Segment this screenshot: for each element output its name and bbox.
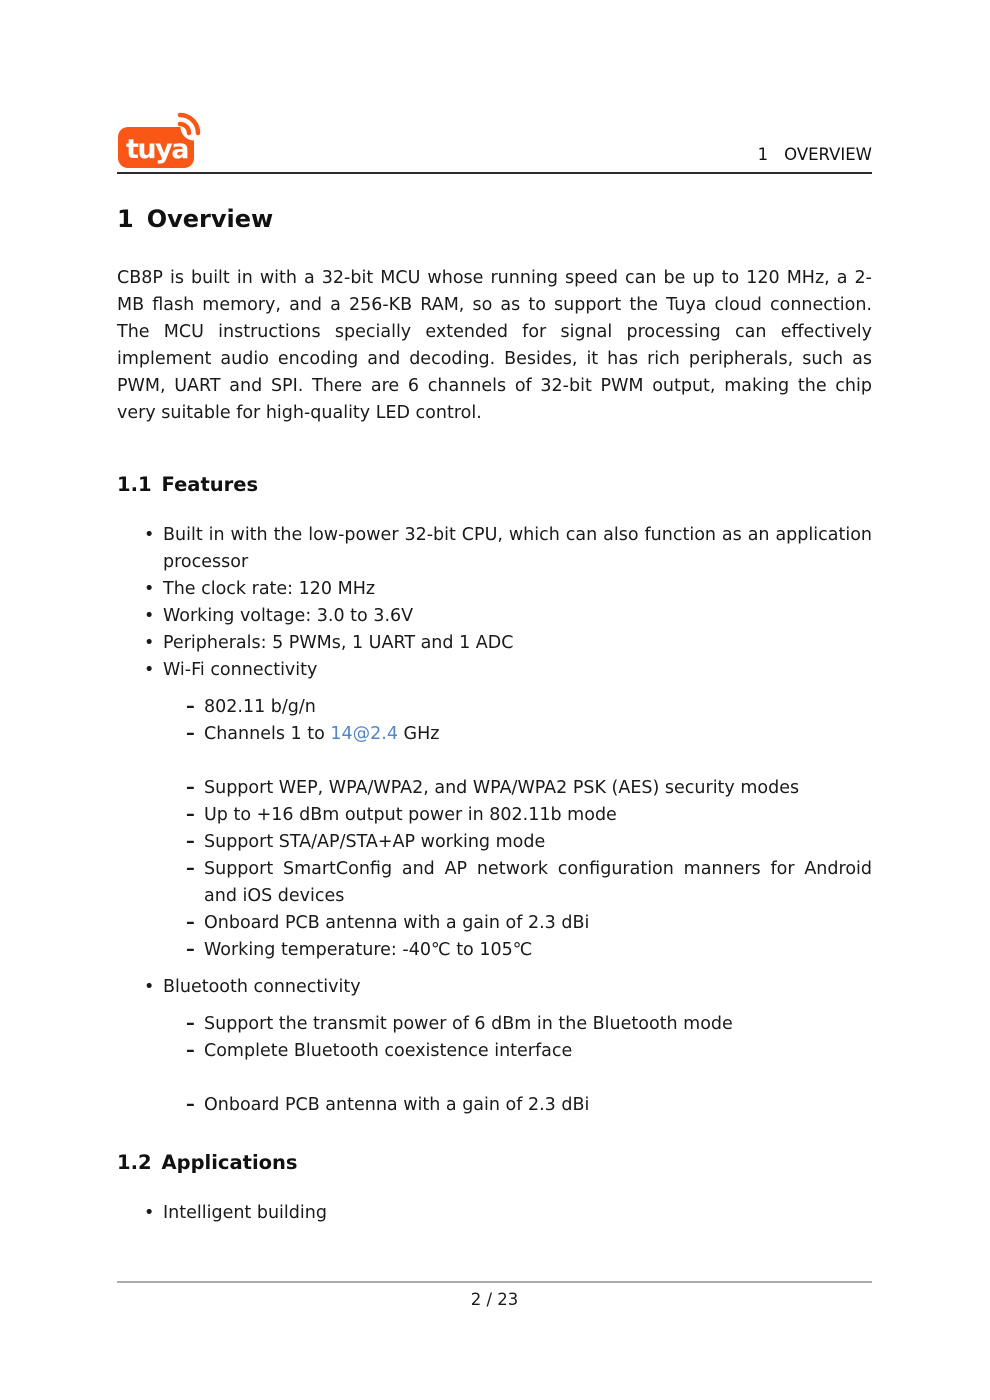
feature-item-text: Built in with the low-power 32-bit CPU, which can also function as an application processor xyxy=(163,525,872,572)
applications-number: 1.2 xyxy=(117,1151,152,1174)
wifi-sub-item-text: Support STA/AP/STA+AP working mode xyxy=(204,832,546,852)
features-list xyxy=(117,522,872,1119)
section-number: 1 xyxy=(117,205,134,233)
running-head-section-number: 1 xyxy=(757,145,769,164)
wifi-sub-item-text: Up to +16 dBm output power in 802.11b mode xyxy=(204,805,617,825)
running-head xyxy=(758,145,872,168)
section-title: Overview xyxy=(146,205,274,233)
bluetooth-sub-item xyxy=(204,1038,872,1065)
channels-prefix: Channels 1 to xyxy=(204,724,331,744)
wifi-sub-list xyxy=(163,694,872,964)
tuya-logo xyxy=(117,111,205,168)
bluetooth-sub-item-text: Onboard PCB antenna with a gain of 2.3 dBi xyxy=(204,1095,590,1115)
bluetooth-sub-list xyxy=(163,1011,872,1119)
feature-item xyxy=(163,603,872,630)
page-number: 2 / 23 xyxy=(470,1290,519,1309)
features-heading xyxy=(117,473,872,496)
feature-item-text: The clock rate: 120 MHz xyxy=(163,579,376,599)
feature-item-text: Peripherals: 5 PWMs, 1 UART and 1 ADC xyxy=(163,633,514,653)
wifi-sub-item-channels xyxy=(204,721,872,748)
wifi-sub-item xyxy=(204,829,872,856)
feature-item-bluetooth xyxy=(163,974,872,1119)
feature-item xyxy=(163,630,872,657)
wifi-sub-item-text: Onboard PCB antenna with a gain of 2.3 dBi xyxy=(204,913,590,933)
feature-item xyxy=(163,576,872,603)
feature-item-text: Bluetooth connectivity xyxy=(163,977,361,997)
running-head-section-title: OVERVIEW xyxy=(784,145,872,164)
channels-link[interactable]: 14@2.4 xyxy=(330,724,398,744)
applications-heading xyxy=(117,1151,872,1174)
application-item xyxy=(163,1200,872,1227)
page-content xyxy=(117,0,872,1227)
applications-list xyxy=(117,1200,872,1227)
channels-suffix: GHz xyxy=(397,724,440,744)
bluetooth-sub-item-text: Support the transmit power of 6 dBm in the Bluetooth mode xyxy=(204,1014,733,1034)
feature-item-text: Working voltage: 3.0 to 3.6V xyxy=(163,606,414,626)
features-number: 1.1 xyxy=(117,473,152,496)
bluetooth-sub-item-text: Complete Bluetooth coexistence interface xyxy=(204,1041,573,1061)
features-title: Features xyxy=(161,473,259,496)
application-item-text: Intelligent building xyxy=(163,1203,327,1223)
feature-item xyxy=(163,522,872,576)
wifi-sub-item-text: Working temperature: -40℃ to 105℃ xyxy=(204,940,533,960)
wifi-sub-item xyxy=(204,910,872,937)
feature-item-text: Wi-Fi connectivity xyxy=(163,660,318,680)
wifi-sub-item-text: Support WEP, WPA/WPA2, and WPA/WPA2 PSK (AES) security modes xyxy=(204,778,800,798)
wifi-sub-item-text: Support SmartConfig and AP network configuration manners for Android and iOS devices xyxy=(204,859,872,906)
wifi-sub-item xyxy=(204,694,872,721)
feature-item-wifi xyxy=(163,657,872,964)
page-footer xyxy=(117,1281,872,1309)
wifi-sub-item xyxy=(204,937,872,964)
intro-paragraph: CB8P is built in with a 32-bit MCU whose running speed can be up to 120 MHz, a 2-MB flash memory, and a 256-KB RAM, so as to support the Tuya cloud connection. The MCU instructions specially extended for signal processing can effectively implement audio encoding and decoding. Besides, it has rich peripherals, such as PWM, UART and SPI. There are 6 channels of 32-bit PWM output, making the chip very suitable for high-quality LED control. xyxy=(117,268,872,423)
wifi-sub-item xyxy=(204,856,872,910)
applications-title: Applications xyxy=(161,1151,298,1174)
tuya-logo-text: tuya xyxy=(126,134,188,165)
wifi-sub-item xyxy=(204,775,872,802)
section-heading xyxy=(117,205,872,233)
page-header xyxy=(117,111,872,174)
bluetooth-sub-item xyxy=(204,1092,872,1119)
wifi-sub-item-text: 802.11 b/g/n xyxy=(204,697,316,717)
wifi-sub-item xyxy=(204,802,872,829)
bluetooth-sub-item xyxy=(204,1011,872,1038)
